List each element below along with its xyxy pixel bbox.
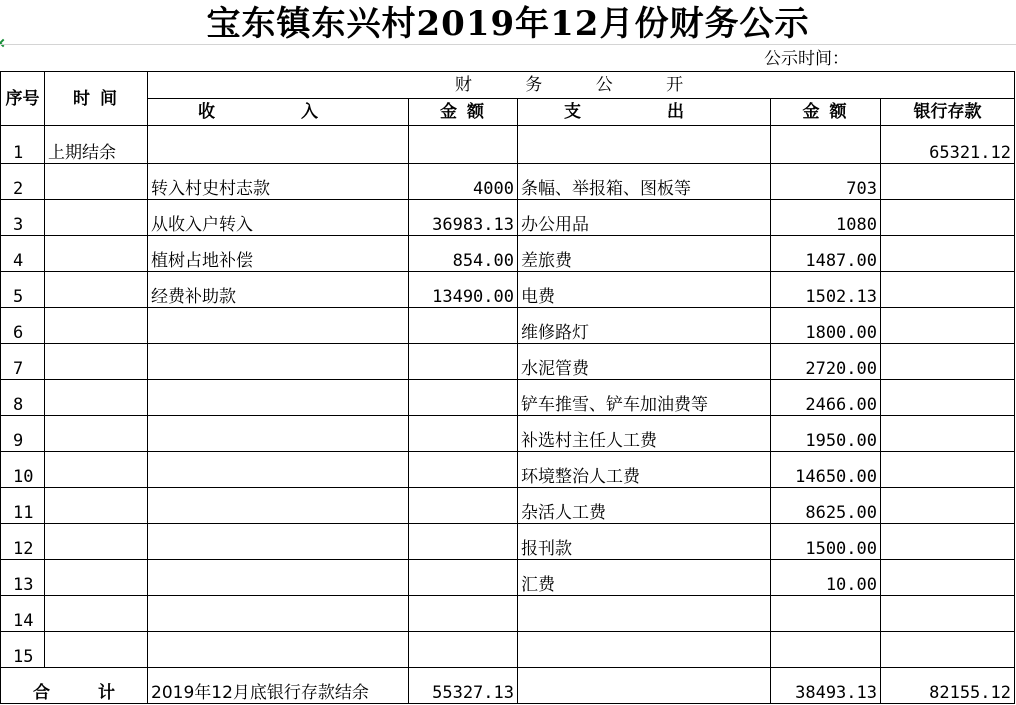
- cell-expense-amount[interactable]: 1950.00: [771, 416, 881, 452]
- cell-seq[interactable]: 2: [1, 164, 45, 200]
- cell-bank-deposit[interactable]: 65321.12: [881, 126, 1015, 164]
- table-row: [1, 164, 1015, 200]
- cell-seq[interactable]: 7: [1, 344, 45, 380]
- total-expense-amount[interactable]: 38493.13: [771, 668, 881, 704]
- cell-expense[interactable]: 差旅费: [518, 236, 771, 272]
- cell-seq[interactable]: 1: [1, 126, 45, 164]
- cell-income[interactable]: [148, 488, 409, 524]
- total-expense[interactable]: [518, 668, 771, 704]
- table-row: [1, 488, 1015, 524]
- cell-time[interactable]: [45, 632, 148, 668]
- cell-time[interactable]: [45, 380, 148, 416]
- table-row: [1, 596, 1015, 632]
- header-bank-deposit[interactable]: 银行存款: [881, 99, 1015, 126]
- cell-bank-deposit[interactable]: [881, 452, 1015, 488]
- cell-expense[interactable]: 杂活人工费: [518, 488, 771, 524]
- cell-income[interactable]: [148, 416, 409, 452]
- cell-expense[interactable]: [518, 126, 771, 164]
- cell-expense[interactable]: 条幅、举报箱、图板等: [518, 164, 771, 200]
- cell-time[interactable]: [45, 560, 148, 596]
- cell-expense-amount[interactable]: 1080: [771, 200, 881, 236]
- cell-income-amount[interactable]: 13490.00: [409, 272, 518, 308]
- cell-bank-deposit[interactable]: [881, 200, 1015, 236]
- cell-time[interactable]: [45, 272, 148, 308]
- cell-expense[interactable]: 补选村主任人工费: [518, 416, 771, 452]
- cell-seq[interactable]: 9: [1, 416, 45, 452]
- cell-bank-deposit[interactable]: [881, 632, 1015, 668]
- cell-seq[interactable]: 11: [1, 488, 45, 524]
- cell-bank-deposit[interactable]: [881, 308, 1015, 344]
- header-finance-public[interactable]: 财 务 公 开: [148, 72, 1015, 99]
- cell-income-amount[interactable]: 854.00: [409, 236, 518, 272]
- cell-time[interactable]: [45, 452, 148, 488]
- cell-income[interactable]: [148, 596, 409, 632]
- cell-seq[interactable]: 8: [1, 380, 45, 416]
- cell-expense[interactable]: 维修路灯: [518, 308, 771, 344]
- cell-income-amount[interactable]: [409, 380, 518, 416]
- cell-income-amount[interactable]: [409, 308, 518, 344]
- total-label-left: 合: [33, 683, 50, 703]
- cell-income[interactable]: [148, 524, 409, 560]
- cell-expense-amount[interactable]: 2720.00: [771, 344, 881, 380]
- cell-expense[interactable]: 环境整治人工费: [518, 452, 771, 488]
- cell-time[interactable]: [45, 416, 148, 452]
- cell-expense-amount[interactable]: 1500.00: [771, 524, 881, 560]
- cell-expense[interactable]: [518, 632, 771, 668]
- cell-seq[interactable]: 4: [1, 236, 45, 272]
- cell-expense-amount[interactable]: 14650.00: [771, 452, 881, 488]
- cell-income[interactable]: [148, 452, 409, 488]
- cell-seq[interactable]: 13: [1, 560, 45, 596]
- cell-income-amount[interactable]: 36983.13: [409, 200, 518, 236]
- cell-time[interactable]: [45, 308, 148, 344]
- total-income-amount[interactable]: 55327.13: [409, 668, 518, 704]
- cell-expense[interactable]: 铲车推雪、铲车加油费等: [518, 380, 771, 416]
- cell-income[interactable]: 经费补助款: [148, 272, 409, 308]
- header-time[interactable]: 时 间: [45, 72, 148, 126]
- cell-expense-amount[interactable]: 2466.00: [771, 380, 881, 416]
- cell-income[interactable]: 转入村史村志款: [148, 164, 409, 200]
- cell-income-amount[interactable]: [409, 560, 518, 596]
- cell-income-amount[interactable]: [409, 126, 518, 164]
- total-income-note[interactable]: 2019年12月底银行存款结余: [148, 668, 409, 704]
- cell-income-amount[interactable]: [409, 596, 518, 632]
- cell-bank-deposit[interactable]: [881, 272, 1015, 308]
- cell-expense[interactable]: 报刊款: [518, 524, 771, 560]
- cell-income[interactable]: 植树占地补偿: [148, 236, 409, 272]
- cell-seq[interactable]: 10: [1, 452, 45, 488]
- table-row: [1, 380, 1015, 416]
- cell-seq[interactable]: 12: [1, 524, 45, 560]
- table-row: [1, 272, 1015, 308]
- cell-income-amount[interactable]: 4000: [409, 164, 518, 200]
- cell-time[interactable]: [45, 236, 148, 272]
- cell-time[interactable]: [45, 488, 148, 524]
- total-bank-deposit[interactable]: 82155.12: [881, 668, 1015, 704]
- cell-bank-deposit[interactable]: [881, 164, 1015, 200]
- cell-expense-amount[interactable]: [771, 632, 881, 668]
- cell-income[interactable]: [148, 380, 409, 416]
- cell-expense[interactable]: 水泥管费: [518, 344, 771, 380]
- header-income-amount[interactable]: 金 额: [409, 99, 518, 126]
- cell-expense-amount[interactable]: 1487.00: [771, 236, 881, 272]
- cell-time[interactable]: [45, 164, 148, 200]
- cell-expense[interactable]: [518, 596, 771, 632]
- table-row: [1, 200, 1015, 236]
- cell-expense-amount[interactable]: [771, 126, 881, 164]
- cell-bank-deposit[interactable]: [881, 236, 1015, 272]
- cell-seq[interactable]: 6: [1, 308, 45, 344]
- cell-income-amount[interactable]: [409, 452, 518, 488]
- cell-seq[interactable]: 15: [1, 632, 45, 668]
- cell-bank-deposit[interactable]: [881, 416, 1015, 452]
- cell-expense-amount[interactable]: 1800.00: [771, 308, 881, 344]
- cell-bank-deposit[interactable]: [881, 488, 1015, 524]
- cell-time[interactable]: [45, 344, 148, 380]
- header-row-columns: [1, 99, 1015, 126]
- table-row: [1, 452, 1015, 488]
- table-row: [1, 308, 1015, 344]
- table-row: [1, 524, 1015, 560]
- cell-bank-deposit[interactable]: [881, 560, 1015, 596]
- cell-income-amount[interactable]: [409, 416, 518, 452]
- cell-income-amount[interactable]: [409, 344, 518, 380]
- cell-income[interactable]: [148, 126, 409, 164]
- cell-bank-deposit[interactable]: [881, 344, 1015, 380]
- cell-expense[interactable]: 电费: [518, 272, 771, 308]
- cell-expense-amount[interactable]: [771, 596, 881, 632]
- table-row: [1, 344, 1015, 380]
- cell-expense[interactable]: 办公用品: [518, 200, 771, 236]
- cell-time[interactable]: [45, 524, 148, 560]
- cell-income[interactable]: [148, 632, 409, 668]
- cell-expense-amount[interactable]: 10.00: [771, 560, 881, 596]
- table-row: [1, 126, 1015, 164]
- header-seq[interactable]: 序号: [1, 72, 45, 126]
- cell-time[interactable]: 上期结余: [45, 126, 148, 164]
- total-label-right: 计: [98, 683, 115, 703]
- header-expense-amount[interactable]: 金 额: [771, 99, 881, 126]
- cell-seq[interactable]: 3: [1, 200, 45, 236]
- table-row: [1, 236, 1015, 272]
- cell-expense[interactable]: 汇费: [518, 560, 771, 596]
- cell-seq[interactable]: 5: [1, 272, 45, 308]
- header-expense[interactable]: 支 出: [518, 99, 771, 126]
- cell-income-amount[interactable]: [409, 632, 518, 668]
- cell-time[interactable]: [45, 200, 148, 236]
- header-row-group: [1, 72, 1015, 99]
- cell-bank-deposit[interactable]: [881, 596, 1015, 632]
- table-row: [1, 416, 1015, 452]
- cell-income-amount[interactable]: [409, 524, 518, 560]
- total-label[interactable]: [1, 668, 148, 704]
- ledger-body: [1, 72, 1015, 704]
- cell-expense-amount[interactable]: 1502.13: [771, 272, 881, 308]
- cell-expense-amount[interactable]: 703: [771, 164, 881, 200]
- publication-date-label: 公示时间：: [764, 49, 849, 69]
- total-row: [1, 668, 1015, 704]
- cell-income[interactable]: 从收入户转入: [148, 200, 409, 236]
- table-row: [1, 560, 1015, 596]
- cell-income[interactable]: [148, 308, 409, 344]
- cell-bank-deposit[interactable]: [881, 380, 1015, 416]
- page-title: 宝东镇东兴村2019年12月份财务公示: [206, 4, 810, 44]
- cell-seq[interactable]: 14: [1, 596, 45, 632]
- table-row: [1, 632, 1015, 668]
- cell-bank-deposit[interactable]: [881, 524, 1015, 560]
- finance-ledger-table: [0, 71, 1015, 704]
- cell-income[interactable]: [148, 344, 409, 380]
- cell-income[interactable]: [148, 560, 409, 596]
- cell-time[interactable]: [45, 596, 148, 632]
- header-income[interactable]: 收 入: [148, 99, 409, 126]
- cell-expense-amount[interactable]: 8625.00: [771, 488, 881, 524]
- cell-income-amount[interactable]: [409, 488, 518, 524]
